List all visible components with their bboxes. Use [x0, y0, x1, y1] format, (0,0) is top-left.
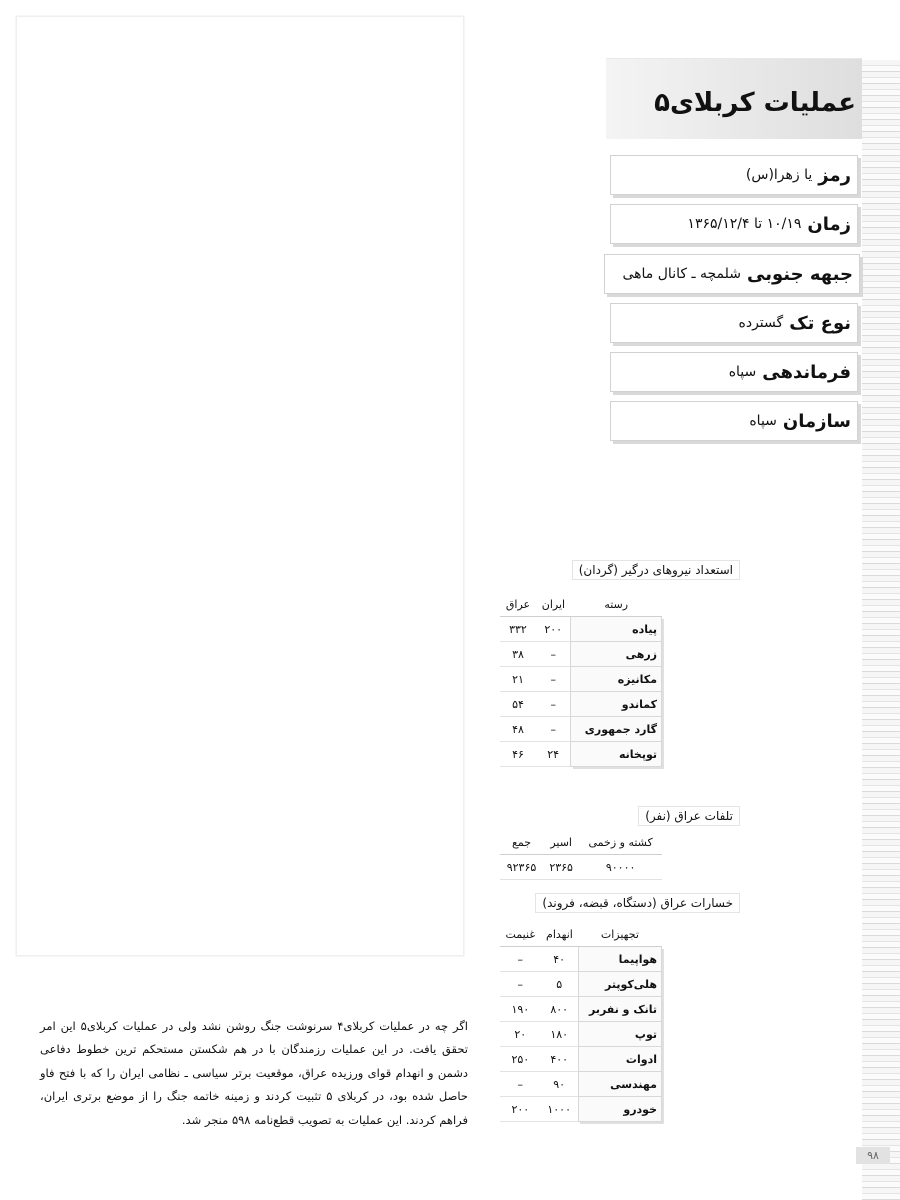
table-cell: –	[500, 972, 541, 997]
info-label: سازمان	[782, 410, 851, 432]
body-paragraph: اگر چه در عملیات کربلای۴ سرنوشت جنگ روشن نشد ولی در عملیات کربلای۵ این امر تحقق یافت. در این عملیات رزمندگان با در هم شکستن مستحکم ترین خطوط دفاعی دشمن و انهدام قوای ورزیده عراق، موقعیت برتر سیاسی ـ نظامی ایران را که با فتح فاو حاصل شده بود، در کربلای ۵ تثبیت کردند و زمینه خاتمه جنگ را از موضع برتری ایران، فراهم کردند. این عملیات به تصویب قطع‌نامه ۵۹۸ منجر شد.	[40, 1018, 469, 1127]
forces-table	[500, 592, 662, 767]
column-header: غنیمت	[500, 922, 541, 947]
column-header: رسته	[571, 592, 662, 617]
table-cell: ۳۳۲	[500, 617, 536, 642]
casualties-title: تلفات عراق (نفر)	[638, 806, 740, 826]
row-label: هواپیما	[578, 947, 661, 972]
info-row-command	[606, 352, 858, 396]
row-label: زرهی	[571, 642, 662, 667]
info-label: نوع تک	[789, 312, 851, 334]
table-cell: ۱۰۰۰	[541, 1097, 579, 1122]
table-cell: ۲۴	[536, 742, 571, 767]
table-cell: ۱۸۰	[541, 1022, 579, 1047]
table-cell: ۹۲۳۶۵	[500, 855, 543, 880]
table-row	[500, 1072, 662, 1097]
table-row	[500, 1022, 662, 1047]
column-header: کشته و زخمی	[579, 830, 662, 855]
table-row	[500, 717, 662, 742]
forces-title: استعداد نیروهای درگیر (گردان)	[572, 560, 740, 580]
row-label: گارد جمهوری	[571, 717, 662, 742]
row-label: خودرو	[578, 1097, 661, 1122]
table-cell: ۴۰	[541, 947, 579, 972]
table-cell: ۵۴	[500, 692, 536, 717]
table-row	[500, 972, 662, 997]
info-row-attack-type	[606, 303, 858, 347]
table-cell: ۸۰۰	[541, 997, 579, 1022]
losses-table	[500, 922, 662, 1122]
table-row	[500, 855, 662, 880]
info-value: سپاه	[728, 364, 757, 380]
column-header: تجهیزات	[578, 922, 661, 947]
info-label: رمز	[818, 164, 851, 186]
decorative-strip	[862, 60, 900, 1200]
table-row	[500, 997, 662, 1022]
column-header: عراق	[500, 592, 536, 617]
table-cell: ۲۰	[500, 1022, 541, 1047]
page-number: ۹۸	[856, 1147, 890, 1164]
row-label: ادوات	[578, 1047, 661, 1072]
info-value: گسترده	[738, 315, 784, 331]
table-cell: –	[500, 947, 541, 972]
table-cell: ۲۰۰	[536, 617, 571, 642]
info-row-code	[606, 155, 858, 199]
table-cell: ۲۱	[500, 667, 536, 692]
info-row-organization	[606, 401, 858, 445]
table-cell: ۲۳۶۵	[543, 855, 579, 880]
table-cell: –	[536, 667, 571, 692]
row-label: مکانیزه	[571, 667, 662, 692]
table-row	[500, 947, 662, 972]
table-row	[500, 1097, 662, 1122]
row-label: توپ	[578, 1022, 661, 1047]
row-label: کماندو	[571, 692, 662, 717]
info-value: یا زهرا(س)	[745, 167, 813, 183]
table-row	[500, 1047, 662, 1072]
row-label: هلی‌کوپتر	[578, 972, 661, 997]
table-row	[500, 617, 662, 642]
row-label: مهندسی	[578, 1072, 661, 1097]
row-label: پیاده	[571, 617, 662, 642]
table-cell: –	[500, 1072, 541, 1097]
info-label: جبهه جنوبی	[747, 263, 853, 285]
info-row-time	[606, 204, 858, 248]
column-header: انهدام	[541, 922, 579, 947]
table-cell: ۴۸	[500, 717, 536, 742]
table-cell: ۲۵۰	[500, 1047, 541, 1072]
table-cell: ۱۹۰	[500, 997, 541, 1022]
row-label: تانک و نفربر	[578, 997, 661, 1022]
info-value: شلمچه ـ کانال ماهی	[622, 266, 742, 282]
column-header: جمع	[500, 830, 543, 855]
table-cell: ۹۰۰۰۰	[579, 855, 662, 880]
casualties-table	[500, 830, 662, 880]
table-row	[500, 667, 662, 692]
column-header: اسیر	[543, 830, 579, 855]
losses-title: خسارات عراق (دستگاه، قبضه، فروند)	[535, 893, 740, 913]
info-value: سپاه	[749, 413, 777, 429]
info-label: زمان	[807, 213, 851, 235]
table-cell: ۴۰۰	[541, 1047, 579, 1072]
table-row	[500, 742, 662, 767]
table-row	[500, 692, 662, 717]
photo-placeholder	[16, 16, 464, 956]
table-cell: ۹۰	[541, 1072, 579, 1097]
table-cell: ۴۶	[500, 742, 536, 767]
info-row-front	[606, 254, 858, 298]
table-cell: –	[536, 642, 571, 667]
row-label: توپخانه	[571, 742, 662, 767]
page-title: عملیات کربلای۵	[654, 88, 856, 118]
info-value: ۱۰/۱۹ تا ۱۳۶۵/۱۲/۴	[687, 216, 802, 232]
column-header: ایران	[536, 592, 571, 617]
table-cell: ۲۰۰	[500, 1097, 541, 1122]
table-cell: ۵	[541, 972, 579, 997]
table-cell: –	[536, 692, 571, 717]
info-label: فرماندهی	[762, 361, 851, 383]
table-row	[500, 642, 662, 667]
table-cell: ۳۸	[500, 642, 536, 667]
table-cell: –	[536, 717, 571, 742]
